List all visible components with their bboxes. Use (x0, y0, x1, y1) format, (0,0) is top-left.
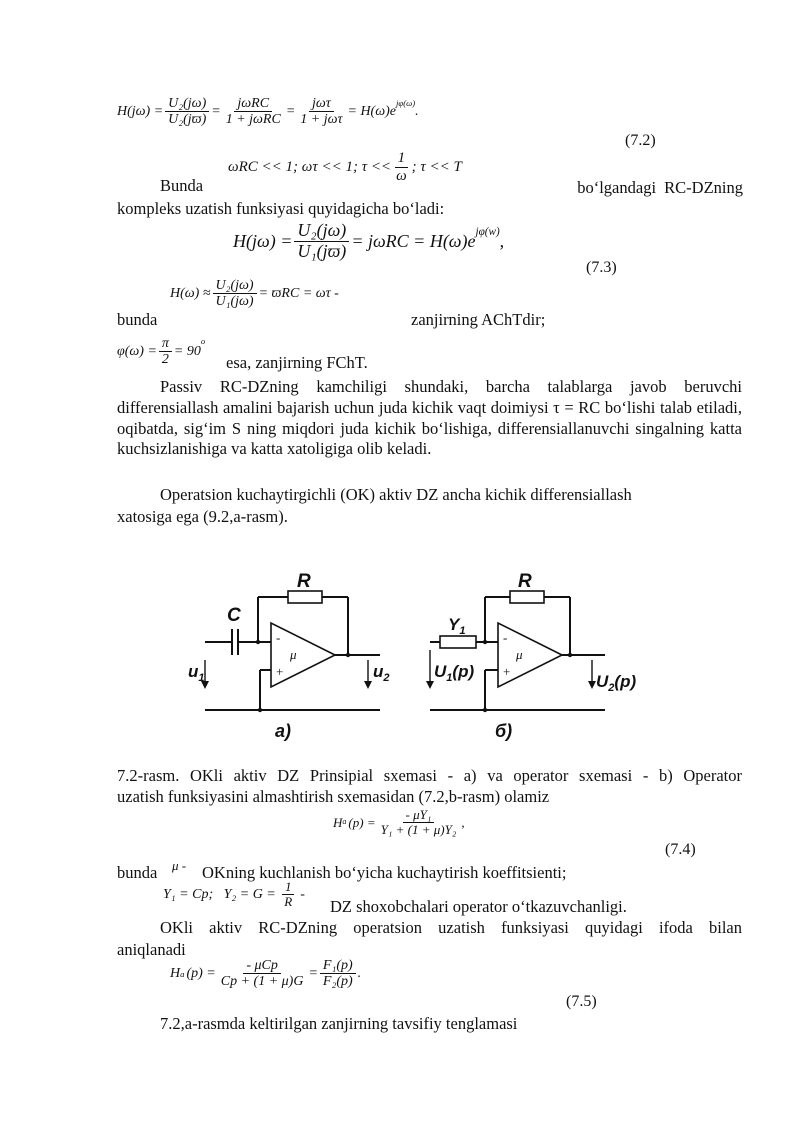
condition-formula: ωRC << 1; ωτ << 1; τ << $\frac{1}{\omega}$ ; τ << T (228, 150, 462, 184)
bunda-word-2: bunda (117, 310, 158, 329)
mu-symbol: μ - (172, 858, 187, 873)
fcht-tail: esa, zanjirning FChT. (226, 353, 368, 372)
opamp-a-minus: - (276, 630, 281, 645)
circuit-figure (180, 565, 650, 745)
equation-number-7-3: (7.3) (586, 259, 617, 276)
paragraph-passive-rc: Passiv RC-DZning kamchiligi shundaki, barcha talablarga javob beruvchi differensiallash amalini bajarish uchun juda kichik vaqt doimiysi τ = RC bo‘lishi talab etiladi, oqibatda, sig‘im S ning miqdori juda kichik bo‘lishiga, differensiallanuvchi singalning katta kuchsizlanishiga va katta xatoligiga olib keladi. (117, 377, 742, 459)
mu-line-text: OKning kuchlanish bo‘yicha kuchaytirish koeffitsienti; (202, 863, 567, 882)
label-b-Y1: $Y_1$ (448, 615, 466, 637)
label-a-u1: $u_1$ (188, 662, 205, 684)
equation-7-2: H(jω) = $\frac{\text{U₂(jω)}}{\text{U₂(jϖ)}}$ = $\frac{\text{jωRC}}{\text{1 + jωRC}}$ = $\frac{\text{jωτ}}{\text{1 + jωτ}}$ = H(ω)e $^{j\varphi(\omega)}$ . (117, 96, 419, 128)
condition-tail: bo‘lgandagi RC-DZning (577, 178, 743, 197)
last-line: 7.2,a-rasmda keltirilgan zanjirning tavsifiy tenglamasi (160, 1014, 518, 1033)
label-b-U2: $U_2(p)$ (596, 672, 637, 694)
equation-acht: H(ω) ≈ $\frac{\text{U₂(jω)}}{\text{U₁(jω)}}$ = ϖRC = ωτ - (170, 278, 339, 310)
paragraph-ok-line1: Operatsion kuchaytirgichli (OK) aktiv DZ ancha kichik differensiallash (160, 485, 632, 504)
figure-caption-line2: uzatish funksiyasini almashtirish sxemasidan (7.2,b-rasm) olamiz (117, 787, 550, 806)
admittance-formula: Y₁ = Cp; Y₂ = G = $\frac{1}{R}$ - (163, 879, 305, 910)
label-b-caption: б) (495, 721, 513, 741)
equation-number-7-5: (7.5) (566, 993, 597, 1010)
condition-line2: kompleks uzatish funksiyasi quyidagicha bo‘ladi: (117, 199, 445, 218)
label-a-C: C (227, 605, 241, 626)
mu-line-bunda: bunda (117, 863, 158, 882)
opamp-b-plus: + (503, 664, 511, 679)
opamp-b-minus: - (503, 630, 508, 645)
bunda-word: Bunda (160, 176, 204, 195)
admittance-text: DZ shoxobchalari operator o‘tkazuvchanligi. (330, 897, 627, 916)
label-a-R: R (297, 571, 311, 592)
equation-7-5: H a (p) = $\frac{\text{- μCp}}{Cp + (1 + \mu)G}$ = $\frac{\text{F₁(p)}}{\text{F₂(p)}}$ . (170, 958, 362, 990)
paragraph-ok-line2: xatosiga ega (9.2,a-rasm). (117, 507, 288, 526)
opamp-a-plus: + (276, 664, 284, 679)
label-b-U1: $U_1(p)$ (434, 662, 475, 684)
label-a-u2: $u_2$ (373, 662, 390, 684)
equation-number-7-4: (7.4) (665, 841, 696, 858)
paragraph-op-transfer-line2: aniqlanadi (117, 940, 186, 959)
label-a-caption: a) (275, 721, 292, 741)
equation-number-7-2: (7.2) (625, 132, 656, 149)
figure-caption-line1: 7.2-rasm. OKli aktiv DZ Prinsipial sxemasi - a) va operator sxemasi - b) Operator (117, 766, 742, 785)
opamp-a-mu: μ (290, 647, 297, 662)
equation-fcht: φ(ω) = $\frac{\pi}{2}$ = 90 $^o$ (117, 336, 206, 368)
opamp-b-mu: μ (516, 647, 523, 662)
acht-tail: zanjirning AChTdir; (411, 310, 546, 329)
label-b-R: R (518, 571, 532, 592)
equation-7-3: H(jω) = $\frac{\text{U₂(jω)}}{\text{U₁(jϖ)}}$ = jωRC = H(ω)e $^{j\varphi(w)}$ , (233, 220, 505, 261)
paragraph-op-transfer-line1: OKli aktiv RC-DZning operatsion uzatish funksiyasi quyidagi ifoda bilan (160, 918, 742, 937)
equation-7-4: H a (p) = $\frac{\text{- μY₁}}{\text{Y₁ + (1 + μ)Y₂}}$ , (333, 807, 465, 838)
